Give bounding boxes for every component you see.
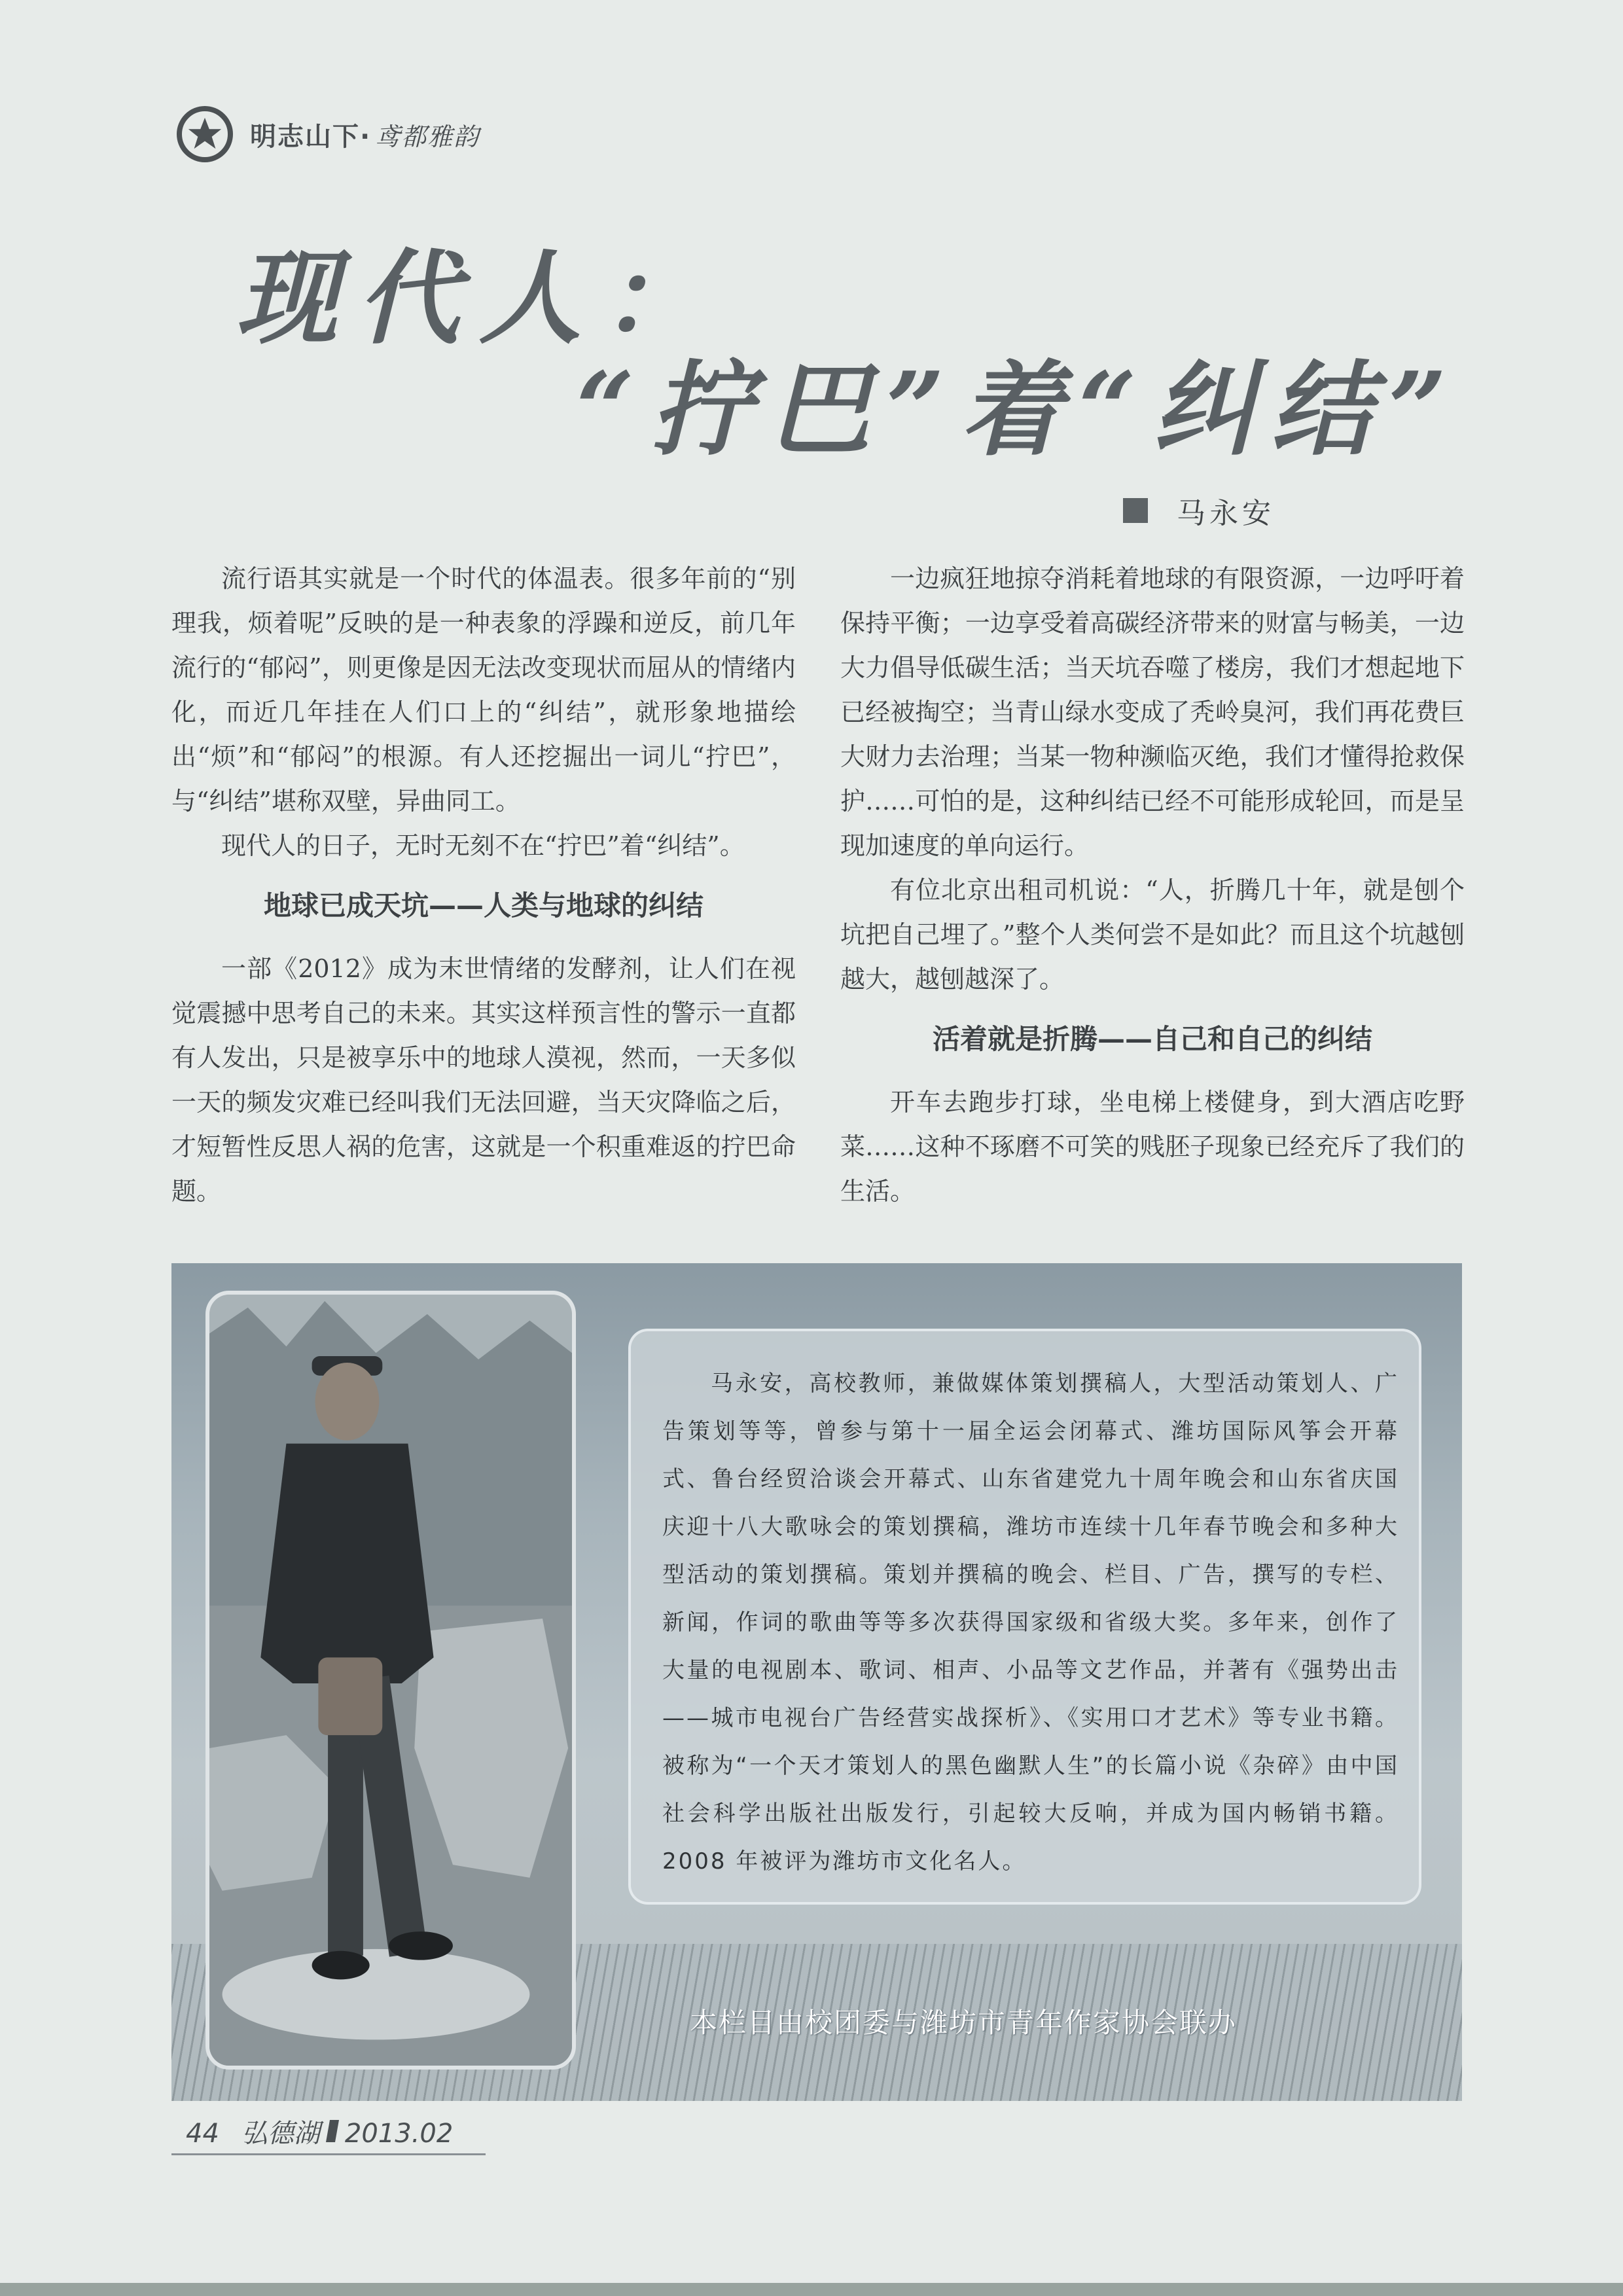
article-title-line2: “拧巴”着“纠结” <box>576 350 1463 469</box>
paragraph: 一边疯狂地掠夺消耗着地球的有限资源，一边呼吁着保持平衡；一边享受着高碳经济带来的财富与畅美，一边大力倡导低碳生活；当天坑吞噬了楼房，我们才想起地下已经被掏空；当青山绿水变成了秃岭臭河，我们再花费巨大财力去治理；当某一物种濒临灭绝，我们才懂得抢救保护……可怕的是，这种纠结已经不可能形成轮回，而是呈现加速度的单向运行。 <box>840 564 1465 860</box>
magazine-name: 弘德湖 <box>241 2119 320 2149</box>
paragraph: 现代人的日子，无时无刻不在“拧巴”着“纠结”。 <box>221 831 745 860</box>
column-sponsor-note: 本栏目由校团委与潍坊市青年作家协会联办 <box>690 2007 1238 2039</box>
section-header <box>177 105 480 164</box>
page-number: 44 <box>186 2119 219 2149</box>
square-bullet-icon <box>1123 498 1148 523</box>
bio-text-box: 马永安，高校教师，兼做媒体策划撰稿人，大型活动策划人、广告策划等等，曾参与第十一届全运会闭幕式、潍坊国际风筝会开幕式、鲁台经贸洽谈会开幕式、山东省建党九十周年晚会和山东省庆国庆迎十八大歌咏会的策划撰稿，潍坊市连续十几年春节晚会和多种大型活动的策划撰稿。策划并撰稿的晚会、栏目、广告，撰写的专栏、新闻，作词的歌曲等等多次获得国家级和省级大奖。多年来，创作了大量的电视剧本、歌词、相声、小品等文艺作品，并著有《强势出击——城市电视台广告经营实战探析》、《实用口才艺术》等专业书籍。被称为“一个天才策划人的黑色幽默人生”的长篇小说《杂碎》由中国社会科学出版社出版发行，引起较大反响，并成为国内畅销书籍。2008 年被评为潍坊市文化名人。 <box>628 1329 1421 1905</box>
separator-bar <box>326 2120 339 2142</box>
author-byline <box>1123 490 1275 531</box>
left-column <box>171 556 796 1213</box>
paragraph: 流行语其实就是一个时代的体温表。很多年前的“别理我，烦着呢”反映的是一种表象的浮躁和逆反，前几年流行的“郁闷”，则更像是因无法改变现状而屈从的情绪内化，而近几年挂在人们口上的“纠结”，就形象地描绘出“烦”和“郁闷”的根源。有人还挖掘出一词儿“拧巴”，与“纠结”堪称双壁，异曲同工。 <box>171 564 796 816</box>
author-name: 马永安 <box>1177 497 1275 530</box>
footer-rule <box>171 2153 486 2155</box>
issue-number: 2013.02 <box>344 2119 454 2149</box>
author-photo <box>205 1291 576 2070</box>
star-logo-icon <box>177 106 233 162</box>
subheading: 地球已成天坑——人类与地球的纠结 <box>263 889 704 922</box>
subheading: 活着就是折腾——自己和自己的纠结 <box>932 1023 1372 1055</box>
paragraph: 有位北京出租司机说：“人，折腾几十年，就是刨个坑把自己埋了。”整个人类何尝不是如此？而且这个坑越刨越大，越刨越深了。 <box>840 876 1465 994</box>
section-name: 明志山下· <box>250 121 372 152</box>
page-footer <box>186 2113 453 2150</box>
author-bio-panel <box>171 1263 1462 2101</box>
article-title-line1: 现代人： <box>236 238 722 358</box>
paragraph: 一部《2012》成为末世情绪的发酵剂，让人们在视觉震撼中思考自己的未来。其实这样预言性的警示一直都有人发出，只是被享乐中的地球人漠视，然而，一天多似一天的频发灾难已经叫我们无法回避，当天灾降临之后，才短暂性反思人祸的危害，这就是一个积重难返的拧巴命题。 <box>171 954 796 1206</box>
section-subtitle: 鸢都雅韵 <box>375 122 480 151</box>
right-column <box>840 556 1465 1213</box>
paragraph: 开车去跑步打球，坐电梯上楼健身，到大酒店吃野菜……这种不琢磨不可笑的贱胚子现象已经充斥了我们的生活。 <box>840 1088 1465 1206</box>
bottom-edge <box>0 2283 1623 2296</box>
